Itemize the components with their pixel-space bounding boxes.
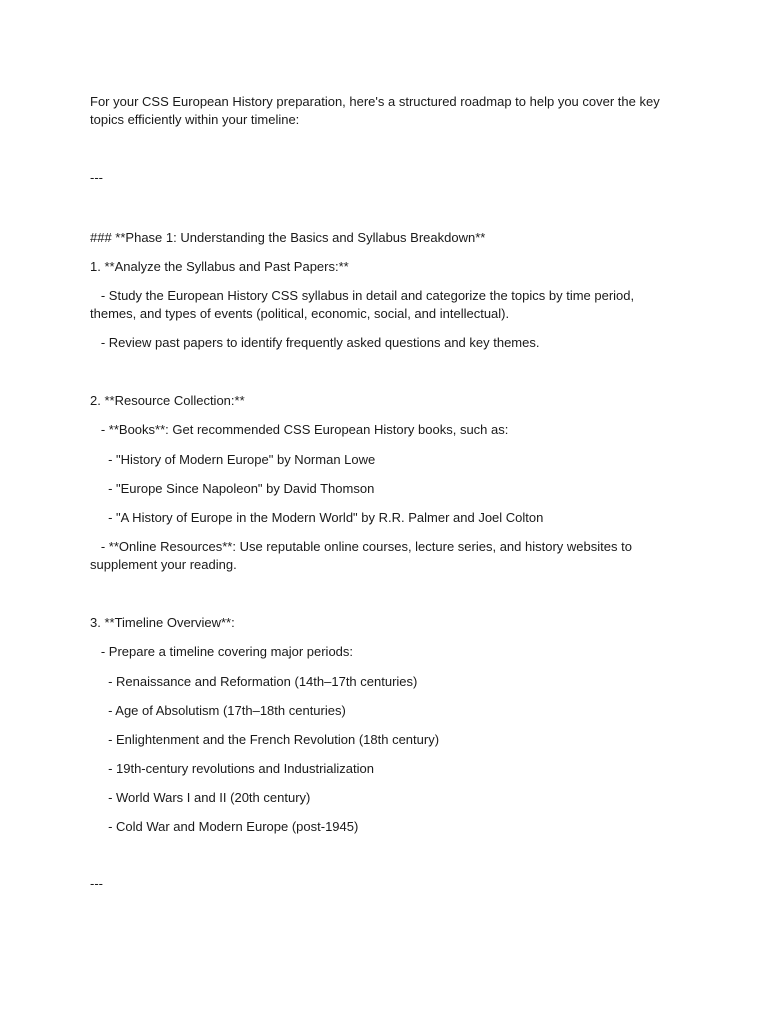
- step1-title: 1. **Analyze the Syllabus and Past Papers:**: [90, 259, 349, 274]
- book-item: - "History of Modern Europe" by Norman Lowe: [90, 452, 376, 467]
- timeline-period: - Enlightenment and the French Revolution (18th century): [90, 732, 440, 747]
- divider-top: ---: [90, 170, 103, 185]
- phase-heading: ### **Phase 1: Understanding the Basics and Syllabus Breakdown**: [90, 230, 486, 245]
- step3-prepare: - Prepare a timeline covering major periods:: [90, 644, 354, 659]
- step2-online-resources: - **Online Resources**: Use reputable online courses, lecture series, and history websites to supplement your reading.: [90, 539, 636, 572]
- timeline-period: - Renaissance and Reformation (14th–17th centuries): [90, 674, 418, 689]
- step3-title: 3. **Timeline Overview**:: [90, 615, 235, 630]
- book-item: - "A History of Europe in the Modern World" by R.R. Palmer and Joel Colton: [90, 510, 544, 525]
- divider-bottom: ---: [90, 876, 103, 891]
- step2-title: 2. **Resource Collection:**: [90, 393, 245, 408]
- intro-paragraph: For your CSS European History preparation, here's a structured roadmap to help you cover the key topics efficiently within your timeline:: [90, 94, 664, 127]
- book-item: - "Europe Since Napoleon" by David Thomson: [90, 481, 375, 496]
- step1-bullet-past-papers: - Review past papers to identify frequently asked questions and key themes.: [90, 335, 540, 350]
- step2-books: - **Books**: Get recommended CSS European History books, such as:: [90, 422, 509, 437]
- step1-bullet-syllabus: - Study the European History CSS syllabus in detail and categorize the topics by time period, themes, and types of events (political, economic, social, and intellectual).: [90, 288, 638, 321]
- timeline-period: - 19th-century revolutions and Industrialization: [90, 761, 374, 776]
- timeline-period: - World Wars I and II (20th century): [90, 790, 311, 805]
- timeline-period: - Cold War and Modern Europe (post-1945): [90, 819, 359, 834]
- timeline-period: - Age of Absolutism (17th–18th centuries): [90, 703, 346, 718]
